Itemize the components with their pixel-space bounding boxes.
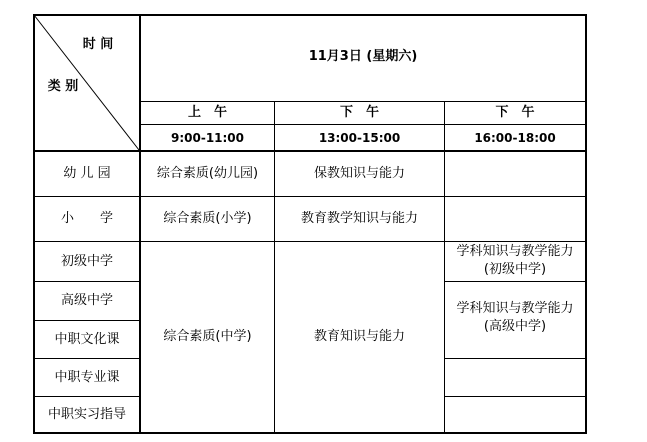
category-vocational-culture: 中职文化课	[54, 331, 120, 347]
category-senior-middle: 高级中学	[60, 293, 113, 308]
subject-senior-late	[445, 297, 585, 339]
session-name-3: 下 午	[495, 105, 535, 120]
border-bottom	[33, 432, 587, 434]
exam-date: 11月3日 (星期六)	[308, 49, 418, 64]
session-name-2: 下 午	[339, 105, 379, 120]
session-time-2: 13:00-15:00	[318, 130, 401, 145]
session-name-1: 上 午	[187, 105, 227, 120]
subject-primary-afternoon: 教育教学知识与能力	[300, 211, 418, 226]
subject-senior-late-line-1: 学科知识与教学能力	[456, 301, 574, 316]
subject-primary-morning: 综合素质(小学)	[163, 211, 252, 226]
category-kindergarten: 幼 儿 园	[63, 166, 111, 181]
line-late-row-6	[445, 396, 587, 397]
category-primary: 小 学	[60, 211, 113, 226]
subject-kindergarten-afternoon: 保教知识与能力	[313, 166, 405, 181]
subject-middle-morning: 综合素质(中学)	[163, 329, 252, 344]
subject-middle-afternoon: 教育知识与能力	[313, 329, 405, 344]
category-vocational-major: 中职专业课	[54, 369, 120, 385]
subject-junior-late-line-1: 学科知识与教学能力	[456, 244, 574, 259]
subject-junior-late-line-2: (初级中学)	[483, 262, 547, 277]
line-late-row-1	[445, 196, 587, 197]
subject-kindergarten-morning: 综合素质(幼儿园)	[156, 166, 259, 181]
category-vocational-practice: 中职实习指导	[47, 406, 126, 422]
exam-schedule-table	[33, 14, 587, 434]
category-junior-middle: 初级中学	[60, 253, 113, 269]
category-label: 类 别	[47, 79, 79, 94]
border-right	[585, 14, 587, 434]
session-time-1: 9:00-11:00	[170, 130, 245, 145]
time-label: 时 间	[82, 37, 114, 52]
subject-junior-late	[445, 240, 585, 282]
line-late-row-5	[445, 358, 587, 359]
subject-senior-late-line-2: (高级中学)	[483, 319, 547, 334]
session-time-3: 16:00-18:00	[474, 130, 556, 145]
